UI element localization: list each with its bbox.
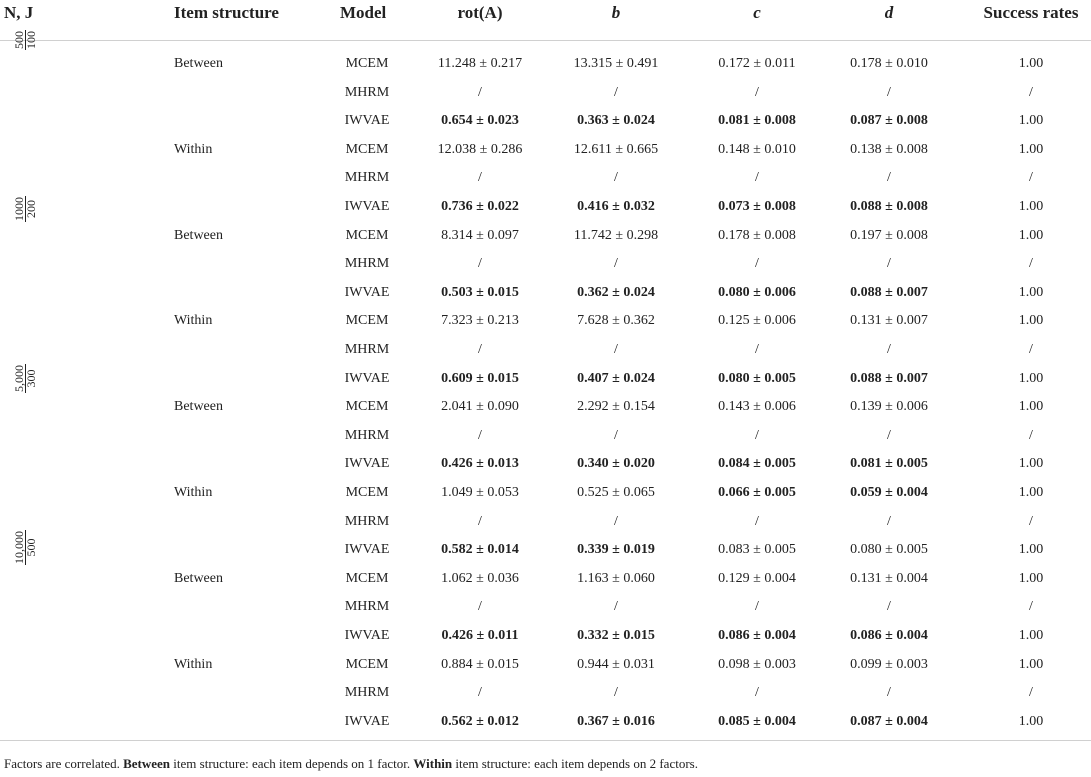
- item-structure-cell: Within: [174, 313, 213, 329]
- success-cell: 1.00: [1018, 284, 1044, 300]
- rot-cell: 0.426 ± 0.013: [441, 456, 519, 472]
- n-value: 5,000: [12, 365, 26, 393]
- b-cell: /: [614, 84, 618, 100]
- d-cell: /: [887, 599, 891, 615]
- rot-cell: /: [478, 599, 482, 615]
- d-cell: 0.088 ± 0.008: [850, 199, 928, 214]
- d-cell: /: [887, 84, 891, 100]
- b-cell: 0.362 ± 0.024: [577, 284, 655, 300]
- b-cell: 11.742 ± 0.298: [573, 227, 659, 243]
- table-row: [0, 336, 1091, 365]
- model-cell: MHRM: [344, 84, 390, 100]
- rot-cell: /: [478, 685, 482, 701]
- table-row: [0, 365, 1091, 394]
- item-structure-cell: Between: [174, 399, 223, 415]
- model-cell: IWVAE: [344, 370, 390, 386]
- table-footnote: [4, 756, 698, 772]
- d-cell: 0.131 ± 0.007: [850, 313, 928, 329]
- model-cell: IWVAE: [344, 456, 390, 472]
- model-cell: MCEM: [345, 227, 389, 243]
- header-item-structure: Item structure: [174, 3, 279, 22]
- model-cell: IWVAE: [344, 628, 390, 643]
- n-value: 10,000: [12, 530, 26, 564]
- c-cell: 0.080 ± 0.005: [718, 370, 796, 386]
- success-cell: 1.00: [1018, 713, 1044, 729]
- c-cell: /: [755, 256, 759, 272]
- model-cell: MHRM: [344, 685, 390, 701]
- b-cell: 0.332 ± 0.015: [577, 628, 655, 643]
- item-structure-cell: Between: [174, 56, 223, 71]
- d-cell: 0.059 ± 0.004: [850, 485, 928, 500]
- d-cell: /: [887, 685, 891, 701]
- success-cell: 1.00: [1018, 313, 1044, 329]
- rot-cell: 8.314 ± 0.097: [441, 227, 519, 243]
- table-row: [0, 164, 1091, 193]
- table-row: [0, 136, 1091, 165]
- table-row: [0, 536, 1091, 565]
- b-cell: 0.525 ± 0.065: [577, 485, 655, 500]
- n-value: 500: [12, 31, 26, 49]
- d-cell: 0.197 ± 0.008: [850, 227, 928, 243]
- rot-cell: 0.426 ± 0.011: [441, 628, 519, 643]
- footnote-text-3: item structure: each item depends on 2 factors.: [452, 756, 698, 771]
- model-cell: MHRM: [344, 170, 390, 186]
- success-cell: 1.00: [1018, 399, 1044, 415]
- c-cell: 0.125 ± 0.006: [718, 313, 796, 329]
- header-b: b: [611, 3, 621, 22]
- c-cell: /: [755, 342, 759, 357]
- c-cell: 0.084 ± 0.005: [718, 456, 796, 472]
- item-structure-cell: Within: [174, 485, 213, 500]
- c-cell: /: [755, 599, 759, 615]
- table-row: [0, 422, 1091, 451]
- c-cell: /: [755, 84, 759, 100]
- success-cell: 1.00: [1018, 542, 1044, 558]
- d-cell: 0.178 ± 0.010: [850, 56, 928, 71]
- rot-cell: 12.038 ± 0.286: [437, 141, 523, 157]
- table-row: [0, 593, 1091, 622]
- c-cell: 0.178 ± 0.008: [718, 227, 796, 243]
- rot-cell: 0.582 ± 0.014: [441, 542, 519, 558]
- j-value: 500: [24, 538, 38, 557]
- rot-cell: 7.323 ± 0.213: [441, 313, 519, 329]
- rot-cell: 11.248 ± 0.217: [437, 56, 523, 71]
- header-d: d: [884, 3, 894, 22]
- table-row: [0, 279, 1091, 308]
- success-cell: 1.00: [1018, 113, 1044, 129]
- success-cell: 1.00: [1018, 485, 1044, 500]
- d-cell: 0.139 ± 0.006: [850, 399, 928, 415]
- success-cell: /: [1029, 170, 1033, 186]
- footnote-between: Between: [123, 756, 171, 771]
- d-cell: /: [887, 170, 891, 186]
- success-cell: /: [1029, 427, 1033, 443]
- rot-cell: 0.562 ± 0.012: [441, 713, 519, 729]
- b-cell: /: [614, 599, 618, 615]
- j-value: 300: [24, 369, 38, 388]
- model-cell: MHRM: [344, 342, 390, 357]
- d-cell: 0.099 ± 0.003: [850, 656, 928, 672]
- rot-cell: /: [478, 256, 482, 272]
- header-rot: rot(A): [457, 3, 503, 22]
- table-row: [0, 307, 1091, 336]
- rot-cell: /: [478, 513, 482, 529]
- success-cell: /: [1029, 685, 1033, 701]
- model-cell: MCEM: [345, 141, 389, 157]
- b-cell: 0.340 ± 0.020: [577, 456, 655, 472]
- b-cell: 0.367 ± 0.016: [577, 713, 655, 729]
- success-cell: 1.00: [1018, 656, 1044, 672]
- d-cell: 0.088 ± 0.007: [850, 370, 928, 386]
- header-c: c: [753, 3, 761, 22]
- table-row: [0, 250, 1091, 279]
- c-cell: 0.081 ± 0.008: [718, 113, 796, 129]
- rot-cell: 0.884 ± 0.015: [441, 656, 519, 672]
- b-cell: 2.292 ± 0.154: [577, 399, 655, 415]
- success-cell: 1.00: [1018, 141, 1044, 157]
- model-cell: IWVAE: [344, 713, 390, 729]
- footnote-within: Within: [413, 756, 453, 771]
- b-cell: 0.363 ± 0.024: [577, 113, 655, 129]
- c-cell: 0.143 ± 0.006: [718, 399, 796, 415]
- b-cell: 13.315 ± 0.491: [573, 56, 659, 71]
- rot-cell: 1.049 ± 0.053: [441, 485, 519, 500]
- model-cell: MCEM: [345, 656, 389, 672]
- c-cell: 0.086 ± 0.004: [718, 628, 796, 643]
- b-cell: /: [614, 170, 618, 186]
- rot-cell: /: [478, 427, 482, 443]
- item-structure-cell: Within: [174, 656, 213, 672]
- c-cell: 0.085 ± 0.004: [718, 713, 796, 729]
- table-row: [0, 79, 1091, 108]
- d-cell: 0.080 ± 0.005: [850, 542, 928, 558]
- j-value: 100: [24, 31, 38, 49]
- model-cell: IWVAE: [344, 199, 390, 214]
- b-cell: /: [614, 256, 618, 272]
- table-row: [0, 708, 1091, 737]
- header-n-j: N, J: [4, 3, 34, 22]
- b-cell: /: [614, 427, 618, 443]
- table-row: [0, 450, 1091, 479]
- b-cell: 1.163 ± 0.060: [577, 570, 655, 586]
- c-cell: 0.098 ± 0.003: [718, 656, 796, 672]
- model-cell: MHRM: [344, 513, 390, 529]
- footnote-text-2: item structure: each item depends on 1 factor.: [170, 756, 414, 771]
- item-structure-cell: Between: [174, 227, 223, 243]
- b-cell: 0.944 ± 0.031: [577, 656, 655, 672]
- c-cell: 0.080 ± 0.006: [718, 284, 796, 300]
- success-cell: 1.00: [1018, 456, 1044, 472]
- footnote-text-1: Factors are correlated.: [4, 756, 124, 771]
- j-value: 200: [24, 199, 38, 218]
- b-cell: /: [614, 513, 618, 529]
- table-row: [0, 679, 1091, 708]
- d-cell: 0.131 ± 0.004: [850, 570, 928, 586]
- d-cell: 0.088 ± 0.007: [850, 284, 928, 300]
- table-row: [0, 107, 1091, 136]
- d-cell: 0.087 ± 0.008: [850, 113, 928, 129]
- table-row: [0, 479, 1091, 508]
- d-cell: /: [887, 513, 891, 529]
- model-cell: MHRM: [344, 599, 390, 615]
- table-body: [0, 31, 1091, 737]
- rot-cell: /: [478, 170, 482, 186]
- d-cell: /: [887, 256, 891, 272]
- model-cell: MHRM: [344, 427, 390, 443]
- success-cell: 1.00: [1018, 199, 1044, 214]
- rot-cell: 0.736 ± 0.022: [441, 199, 519, 214]
- success-cell: /: [1029, 513, 1033, 529]
- table-row: [0, 31, 1091, 79]
- d-cell: 0.138 ± 0.008: [850, 141, 928, 157]
- model-cell: MCEM: [345, 313, 389, 329]
- table-row: [0, 508, 1091, 537]
- b-cell: 0.339 ± 0.019: [577, 542, 655, 558]
- b-cell: 0.407 ± 0.024: [577, 370, 655, 386]
- b-cell: 7.628 ± 0.362: [577, 313, 655, 329]
- c-cell: 0.129 ± 0.004: [718, 570, 796, 586]
- n-value: 1000: [12, 196, 26, 221]
- c-cell: /: [755, 427, 759, 443]
- c-cell: /: [755, 170, 759, 186]
- b-cell: /: [614, 685, 618, 701]
- success-cell: 1.00: [1018, 628, 1044, 643]
- model-cell: MHRM: [344, 256, 390, 272]
- b-cell: 12.611 ± 0.665: [573, 141, 659, 157]
- rot-cell: /: [478, 84, 482, 100]
- c-cell: 0.073 ± 0.008: [718, 199, 796, 214]
- rot-cell: 0.609 ± 0.015: [441, 370, 519, 386]
- success-cell: 1.00: [1018, 56, 1044, 71]
- rot-cell: 2.041 ± 0.090: [441, 399, 519, 415]
- bottom-rule: [0, 740, 1091, 741]
- c-cell: /: [755, 685, 759, 701]
- model-cell: MCEM: [345, 399, 389, 415]
- d-cell: 0.081 ± 0.005: [850, 456, 928, 472]
- b-cell: /: [614, 342, 618, 357]
- rot-cell: 0.503 ± 0.015: [441, 284, 519, 300]
- success-cell: /: [1029, 599, 1033, 615]
- b-cell: 0.416 ± 0.032: [577, 199, 655, 214]
- success-cell: 1.00: [1018, 370, 1044, 386]
- table-header: [0, 0, 1091, 40]
- model-cell: IWVAE: [344, 113, 390, 129]
- rot-cell: 1.062 ± 0.036: [441, 570, 519, 586]
- success-cell: /: [1029, 256, 1033, 272]
- success-cell: /: [1029, 342, 1033, 357]
- c-cell: 0.172 ± 0.011: [718, 56, 796, 71]
- header-rule: [0, 40, 1091, 41]
- d-cell: /: [887, 427, 891, 443]
- model-cell: IWVAE: [344, 284, 390, 300]
- c-cell: 0.148 ± 0.010: [718, 141, 796, 157]
- c-cell: 0.066 ± 0.005: [718, 485, 796, 500]
- item-structure-cell: Between: [174, 570, 223, 586]
- header-model: Model: [340, 3, 387, 22]
- table-row: [0, 622, 1091, 651]
- model-cell: MCEM: [345, 485, 389, 500]
- success-cell: /: [1029, 84, 1033, 100]
- rot-cell: /: [478, 342, 482, 357]
- model-cell: IWVAE: [344, 542, 390, 558]
- success-cell: 1.00: [1018, 227, 1044, 243]
- d-cell: 0.087 ± 0.004: [850, 713, 928, 729]
- c-cell: /: [755, 513, 759, 529]
- c-cell: 0.083 ± 0.005: [718, 542, 796, 558]
- d-cell: 0.086 ± 0.004: [850, 628, 928, 643]
- model-cell: MCEM: [345, 56, 389, 71]
- header-success-rates: Success rates: [983, 3, 1079, 22]
- item-structure-cell: Within: [174, 141, 213, 157]
- success-cell: 1.00: [1018, 570, 1044, 586]
- d-cell: /: [887, 342, 891, 357]
- model-cell: MCEM: [345, 570, 389, 586]
- table-row: [0, 193, 1091, 222]
- table-row: [0, 651, 1091, 680]
- rot-cell: 0.654 ± 0.023: [441, 113, 519, 129]
